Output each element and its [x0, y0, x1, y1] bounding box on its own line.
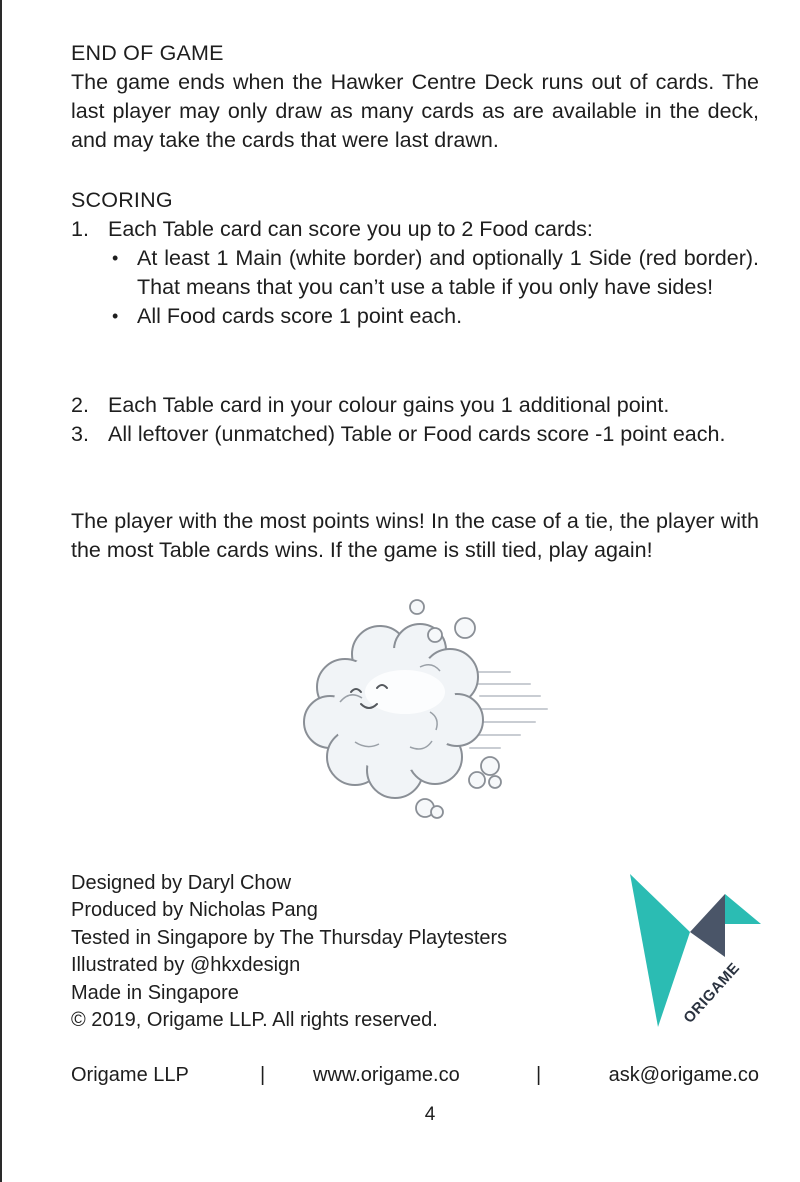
footer-separator: |: [536, 1064, 542, 1086]
scoring-item-1: [71, 215, 759, 244]
scoring-item-3: [71, 420, 759, 449]
bullet-icon: •: [112, 248, 119, 268]
scoring-heading: SCORING: [71, 188, 173, 212]
page-number: 4: [424, 1104, 436, 1125]
origame-logo-icon: [628, 872, 763, 1032]
smiling-cloud-icon: [285, 592, 555, 832]
scoring-list-part1: [71, 215, 759, 331]
credit-line: Produced by Nicholas Pang: [71, 899, 318, 922]
footer: [71, 1060, 759, 1090]
origame-logo-text: ORIGAME: [680, 959, 744, 1027]
footer-website-link[interactable]: www.origame.co: [313, 1064, 460, 1086]
footer-email-link[interactable]: ask@origame.co: [608, 1064, 759, 1086]
scoring-item-text: Each Table card can score you up to 2 Food cards:: [108, 217, 593, 241]
footer-company: Origame LLP: [71, 1064, 189, 1086]
credit-line: Illustrated by @hkxdesign: [71, 954, 301, 977]
credit-line: Made in Singapore: [71, 981, 239, 1004]
credits: [71, 870, 507, 1034]
credit-line: Tested in Singapore by The Thursday Playtesters: [71, 926, 508, 949]
scoring-item-number: 3.: [71, 422, 89, 446]
scoring-item-2: [71, 391, 759, 420]
page-edge: [0, 0, 2, 1182]
scoring-bullet: [71, 244, 759, 302]
footer-separator: |: [260, 1064, 266, 1086]
end-of-game-body: The game ends when the Hawker Centre Deck runs out of cards. The last player may only draw as many cards as are available in the deck, and may take the cards that were last drawn.: [71, 70, 759, 152]
winner-text: The player with the most points wins! In the case of a tie, the player with the most Table cards wins. If the game is still tied, play again!: [71, 509, 759, 562]
bullet-icon: •: [112, 306, 119, 326]
scoring-bullets: [71, 244, 759, 331]
credit-line: Designed by Daryl Chow: [71, 872, 292, 894]
scoring-item-number: 2.: [71, 393, 89, 417]
scoring-bullet-text: All Food cards score 1 point each.: [137, 304, 463, 328]
credit-line: © 2019, Origame LLP. All rights reserved.: [71, 1009, 438, 1032]
scoring-item-text: All leftover (unmatched) Table or Food cards score -1 point each.: [108, 422, 726, 446]
scoring-list-part2: [71, 391, 759, 449]
scoring-item-text: Each Table card in your colour gains you 1 additional point.: [108, 393, 670, 417]
end-of-game-heading: END OF GAME: [71, 41, 224, 65]
scoring-item-number: 1.: [71, 217, 89, 241]
scoring-bullet-text: At least 1 Main (white border) and optionally 1 Side (red border). That means that you can’t use a table if you only have sides!: [137, 246, 759, 299]
scoring-bullet: [71, 302, 759, 331]
